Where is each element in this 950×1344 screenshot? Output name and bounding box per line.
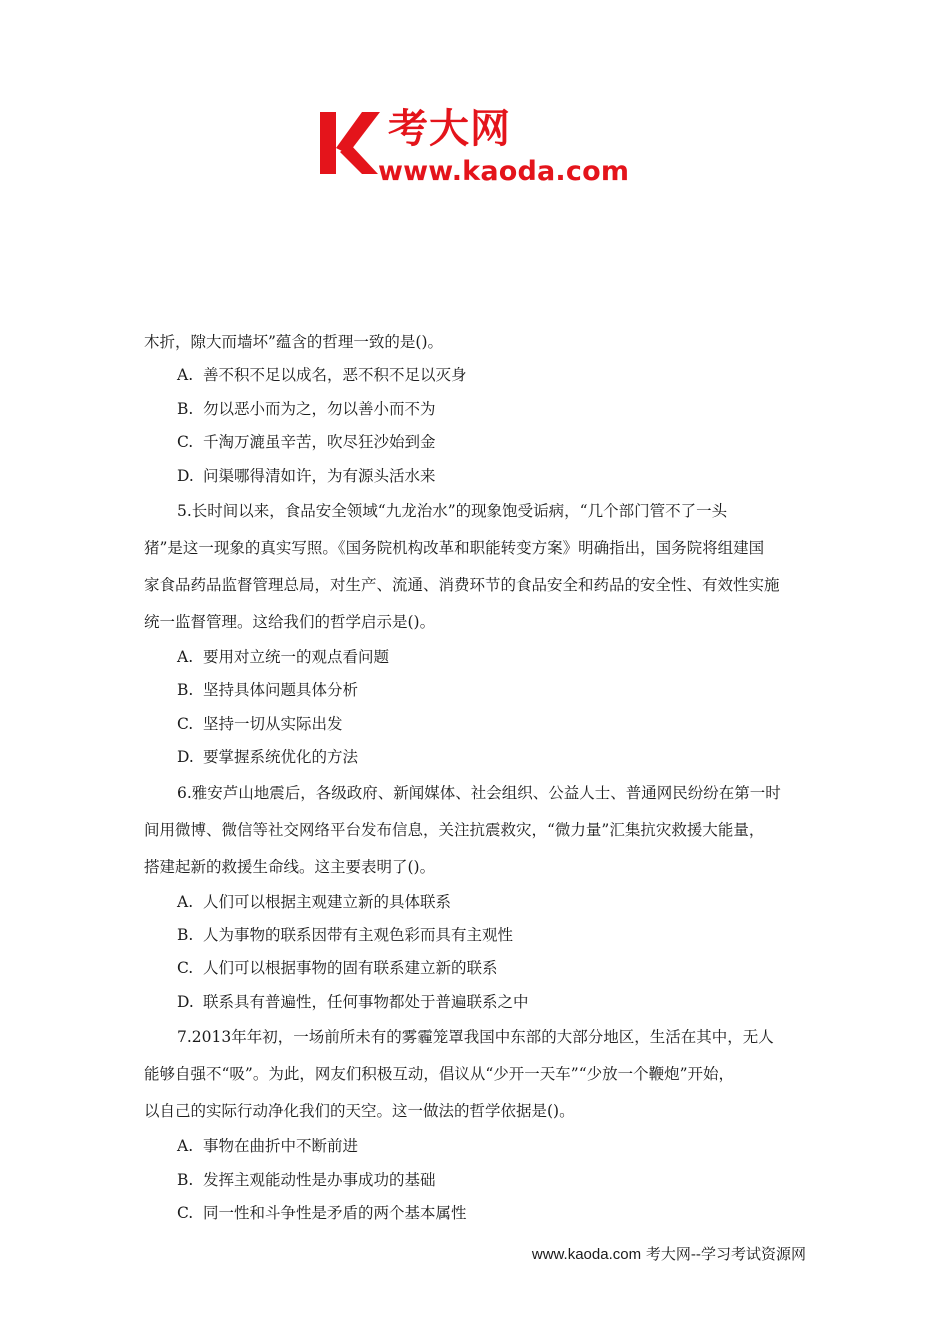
option-d [144, 986, 808, 1019]
option-d [144, 460, 808, 493]
option-text: 勿以恶小而为之，勿以善小而不为 [203, 399, 436, 418]
option-text: 要用对立统一的观点看问题 [203, 648, 390, 667]
question-6 [144, 775, 808, 1020]
page-footer [532, 1243, 806, 1266]
option-text: 发挥主观能动性是办事成功的基础 [203, 1170, 436, 1189]
option-b [144, 393, 808, 426]
question-6-stem-line: 搭建起新的救援生命线。这主要表明了()。 [144, 857, 436, 876]
question-5 [144, 493, 808, 775]
question-6-stem-line: 6.雅安芦山地震后，各级政府、新闻媒体、社会组织、公益人士、普通网民纷纷在第一时 [177, 783, 781, 802]
option-letter: A. [177, 1137, 194, 1156]
option-text: 人们可以根据主观建立新的具体联系 [203, 892, 452, 911]
option-a [144, 359, 808, 392]
footer-text: 考大网--学习考试资源网 [641, 1245, 806, 1263]
question-5-stem-line: 家食品药品监督管理总局，对生产、流通、消费环节的食品安全和药品的安全性、有效性实施 [144, 576, 780, 595]
question-7-stem-line: 能够自强不“吸”。为此，网友们积极互动，倡议从“少开一天车”“少放一个鞭炮”开始， [144, 1065, 735, 1084]
option-c [144, 708, 808, 741]
option-text: 坚持一切从实际出发 [203, 714, 343, 733]
option-a [144, 1130, 808, 1163]
option-letter: A. [177, 648, 194, 667]
document-body [144, 326, 808, 1231]
question-5-stem-line: 统一监督管理。这给我们的哲学启示是()。 [144, 613, 436, 632]
option-text: 事物在曲折中不断前进 [203, 1137, 359, 1156]
option-text: 联系具有普遍性，任何事物都处于普遍联系之中 [203, 992, 529, 1011]
option-letter: B. [177, 681, 194, 700]
option-b [144, 1164, 808, 1197]
option-c [144, 426, 808, 459]
question-5-stem-line: 5.长时间以来，食品安全领域“九龙治水”的现象饱受诟病，“几个部门管不了一头 [177, 502, 728, 521]
option-letter: A. [177, 892, 194, 911]
option-text: 坚持具体问题具体分析 [203, 681, 359, 700]
question-7-stem-line: 7.2013年年初，一场前所未有的雾霾笼罩我国中东部的大部分地区，生活在其中，无人 [177, 1028, 774, 1047]
k-logo-icon [318, 108, 382, 180]
option-text: 要掌握系统优化的方法 [203, 748, 359, 767]
option-letter: C. [177, 959, 194, 978]
option-letter: D. [177, 992, 194, 1011]
option-letter: A. [177, 366, 194, 385]
option-c [144, 952, 808, 985]
footer-link[interactable]: www.kaoda.com [531, 1246, 642, 1263]
option-text: 问渠哪得清如许，为有源头活水来 [203, 466, 436, 485]
option-letter: D. [177, 466, 194, 485]
option-letter: C. [177, 1204, 194, 1223]
question-continuation: 木折，隙大而墙坏”蕴含的哲理一致的是()。 [144, 333, 444, 351]
question-6-stem-line: 间用微博、微信等社交网络平台发布信息，关注抗震救灾，“微力量”汇集抗灾救援大能量， [144, 820, 765, 839]
option-b [144, 674, 808, 707]
option-letter: B. [177, 399, 194, 418]
option-letter: B. [177, 1170, 194, 1189]
question-7 [144, 1019, 808, 1230]
option-d [144, 741, 808, 774]
logo-url: www.kaoda.com [378, 156, 630, 187]
option-text: 千淘万漉虽辛苦，吹尽狂沙始到金 [203, 433, 436, 452]
option-text: 人们可以根据事物的固有联系建立新的联系 [203, 959, 498, 978]
kaoda-logo[interactable] [318, 108, 638, 188]
option-letter: B. [177, 926, 194, 945]
option-letter: C. [177, 714, 194, 733]
option-text: 善不积不足以成名，恶不积不足以灭身 [203, 366, 467, 385]
question-5-stem-line: 猪”是这一现象的真实写照。《国务院机构改革和职能转变方案》明确指出，国务院将组建国 [144, 539, 765, 558]
option-text: 同一性和斗争性是矛盾的两个基本属性 [203, 1204, 467, 1223]
option-b [144, 919, 808, 952]
question-7-stem-line: 以自己的实际行动净化我们的天空。这一做法的哲学依据是()。 [144, 1102, 575, 1121]
logo-title: 考大网 [388, 106, 511, 152]
option-letter: C. [177, 433, 194, 452]
option-a [144, 641, 808, 674]
option-c [144, 1197, 808, 1230]
option-text: 人为事物的联系因带有主观色彩而具有主观性 [203, 926, 514, 945]
option-letter: D. [177, 748, 194, 767]
option-a [144, 886, 808, 919]
